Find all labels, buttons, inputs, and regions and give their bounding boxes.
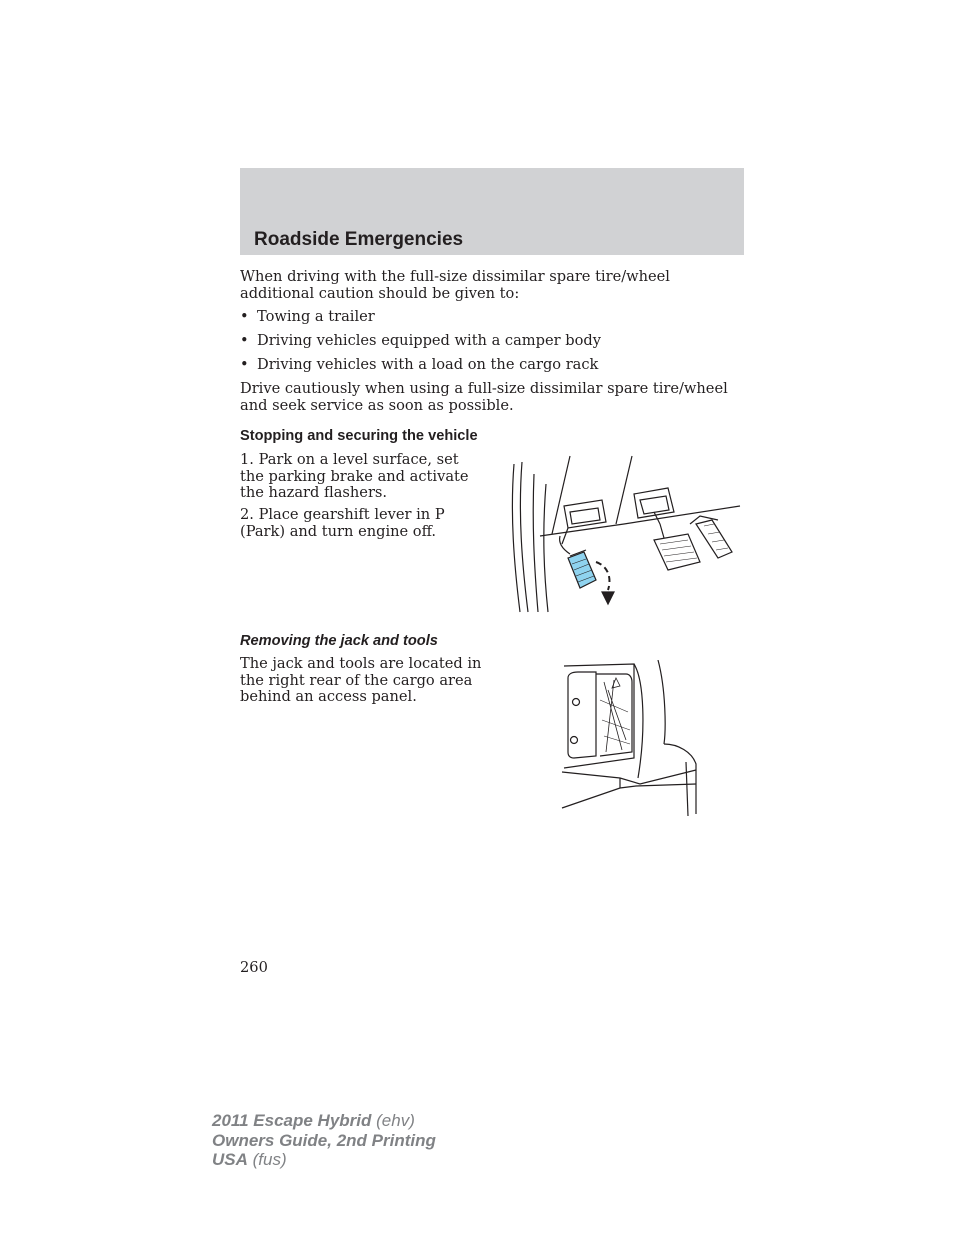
jack-heading: Removing the jack and tools: [240, 633, 438, 649]
list-item: • Driving vehicles with a load on the cargo rack: [240, 357, 601, 381]
intro-paragraph: When driving with the full-size dissimilar spare tire/wheel additional caution should be given to:: [240, 268, 670, 302]
footer-model-code: (ehv): [376, 1111, 415, 1130]
section-title: Roadside Emergencies: [254, 229, 464, 250]
page-number: 260: [240, 959, 268, 976]
section-header-band: [240, 168, 744, 255]
cargo-jack-illustration: [560, 660, 702, 818]
footer-model: 2011 Escape Hybrid: [212, 1111, 372, 1130]
list-item: • Driving vehicles equipped with a camper body: [240, 333, 601, 357]
stopping-heading: Stopping and securing the vehicle: [240, 428, 478, 444]
parking-brake-illustration: [504, 454, 744, 614]
stopping-step-2: 2. Place gearshift lever in P (Park) and turn engine off.: [240, 506, 445, 540]
list-item: • Towing a trailer: [240, 309, 601, 333]
footer-market: USA: [212, 1150, 248, 1169]
document-footer: [212, 1111, 436, 1170]
stopping-step-1: 1. Park on a level surface, set the parking brake and activate the hazard flashers.: [240, 451, 469, 502]
footer-market-code: (fus): [252, 1150, 287, 1169]
jack-paragraph: The jack and tools are located in the right rear of the cargo area behind an access panel.: [240, 655, 482, 706]
footer-edition: Owners Guide, 2nd Printing: [212, 1130, 436, 1150]
caution-paragraph: Drive cautiously when using a full-size dissimilar spare tire/wheel and seek service as soon as possible.: [240, 380, 728, 414]
caution-list: [240, 309, 601, 381]
